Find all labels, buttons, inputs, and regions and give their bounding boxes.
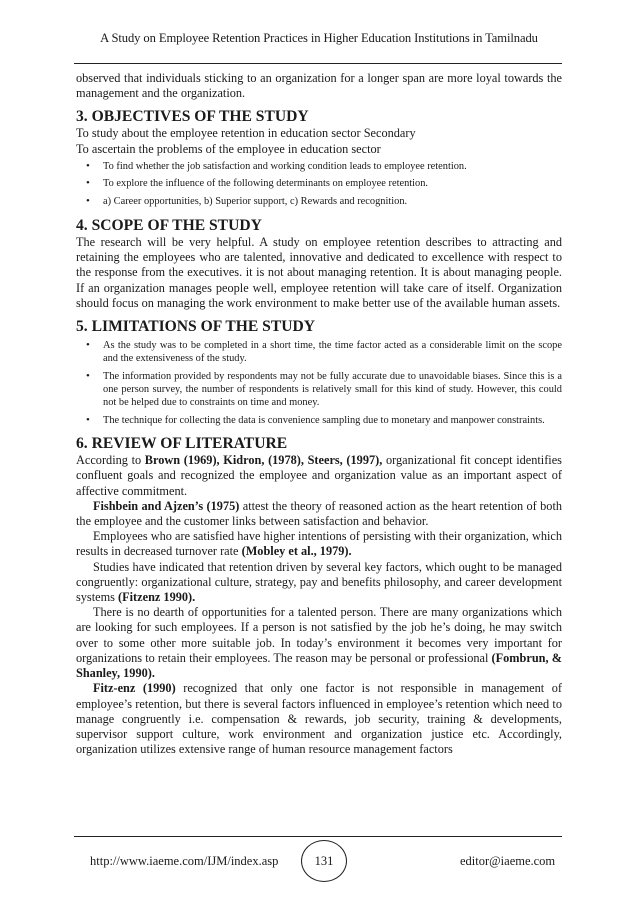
review-paragraph (76, 605, 562, 681)
citation: Fishbein and Ajzen’s (1975) (93, 498, 240, 513)
footer-url-link[interactable]: http://www.iaeme.com/IJM/index.asp (90, 854, 279, 868)
list-item: • As the study was to be completed in a short time, the time factor acted as a considerable limit on the scope and the extensiveness of the study. (76, 339, 562, 365)
paragraph-text: There is no dearth of opportunities for a talented person. There are many organizations which are looking for such employees. If a person is not satisfied by the job he’s doing, he may switch over to some other more suitable job. In today’s environment it becomes very important for organizations to retain their employees. The reason may be personal or professional (76, 605, 562, 665)
page-number: 131 (314, 853, 334, 868)
page-body (76, 71, 562, 757)
page-number-badge (301, 840, 347, 882)
citation: Fitz-enz (1990) (93, 681, 176, 696)
page-footer (0, 840, 638, 890)
paragraph-text: Studies have indicated that retention driven by several key factors, which ought to be managed congruently: organizational culture, strategy, pay and benefits philosophy, and career development systems (76, 559, 562, 605)
paragraph-text: According to (76, 453, 145, 468)
limitations-heading: 5. LIMITATIONS OF THE STUDY (76, 318, 316, 336)
citation: Brown (1969), Kidron, (1978), Steers, (1997), (144, 453, 383, 468)
objectives-line: To study about the employee retention in education sector Secondary (76, 126, 416, 141)
paragraph-text: Employees who are satisfied have higher intentions of persisting with their organization, which results in decreased turnover rate (76, 529, 562, 559)
list-item: • The technique for collecting the data is convenience sampling due to monetary and manpower constraints. (76, 414, 562, 427)
citation: (Mobley et al., 1979). (241, 544, 352, 559)
footer-rule (74, 836, 562, 837)
citation: (Fitzenz 1990). (118, 590, 196, 605)
list-item: • a) Career opportunities, b) Superior support, c) Rewards and recognition. (76, 195, 562, 208)
review-paragraph (76, 453, 562, 499)
header-rule (74, 63, 562, 64)
review-paragraph (76, 529, 562, 559)
objectives-heading: 3. OBJECTIVES OF THE STUDY (76, 108, 309, 126)
paragraph-text: recognized that only one factor is not responsible in management of employee’s retention, but there is several factors influenced in employee’s retention which need to manage congruently i.e. compensation & rewards, job security, training & developments, supervisor support culture, work environment and organization justice etc. Accordingly, organization utilizes extensive range of human resource management factors (76, 681, 562, 757)
paragraph-text: attest the theory of reasoned action as the heart retention of both the employee and the customer links between satisfaction and behavior. (76, 498, 563, 529)
list-item: • The information provided by respondents may not be fully accurate due to unavoidable biases. Since this is a one person survey, the number of respondents is relatively small for this kind of study. However, this could not be helped due to constraints on time and money. (76, 370, 562, 410)
list-item: • To explore the influence of the following determinants on employee retention. (76, 177, 562, 190)
citation: (Fombrun, & Shanley, 1990). (76, 650, 563, 681)
intro-paragraph: observed that individuals sticking to an organization for a longer span are more loyal towards the management and the organization. (76, 71, 562, 101)
objectives-list (76, 160, 562, 208)
review-heading: 6. REVIEW OF LITERATURE (76, 435, 288, 453)
review-paragraph (76, 681, 562, 757)
paragraph-text: organizational fit concept identifies confluent goals and recognized the employee and organization value as an important aspect of affective commitment. (76, 453, 562, 498)
running-header: A Study on Employee Retention Practices in Higher Education Institutions in Tamilnadu (100, 31, 538, 45)
scope-heading: 4. SCOPE OF THE STUDY (76, 217, 262, 235)
list-item: • To find whether the job satisfaction and working condition leads to employee retention. (76, 160, 562, 173)
review-paragraph (76, 499, 562, 529)
scope-paragraph: The research will be very helpful. A study on employee retention describes to attracting and retaining the employees who are talented, innovative and dedicated to excellence with respect to the response from the executives. it is not about managing retention. It is about managing people. If an organization manages people well, employee retention will take care of itself. Organization should focus on managing the work environment to make better use of the available human assets. (76, 235, 562, 310)
review-paragraph (76, 560, 562, 606)
footer-email-link[interactable]: editor@iaeme.com (460, 854, 556, 868)
limitations-list (76, 339, 562, 427)
objectives-line: To ascertain the problems of the employee in education sector (76, 141, 381, 156)
